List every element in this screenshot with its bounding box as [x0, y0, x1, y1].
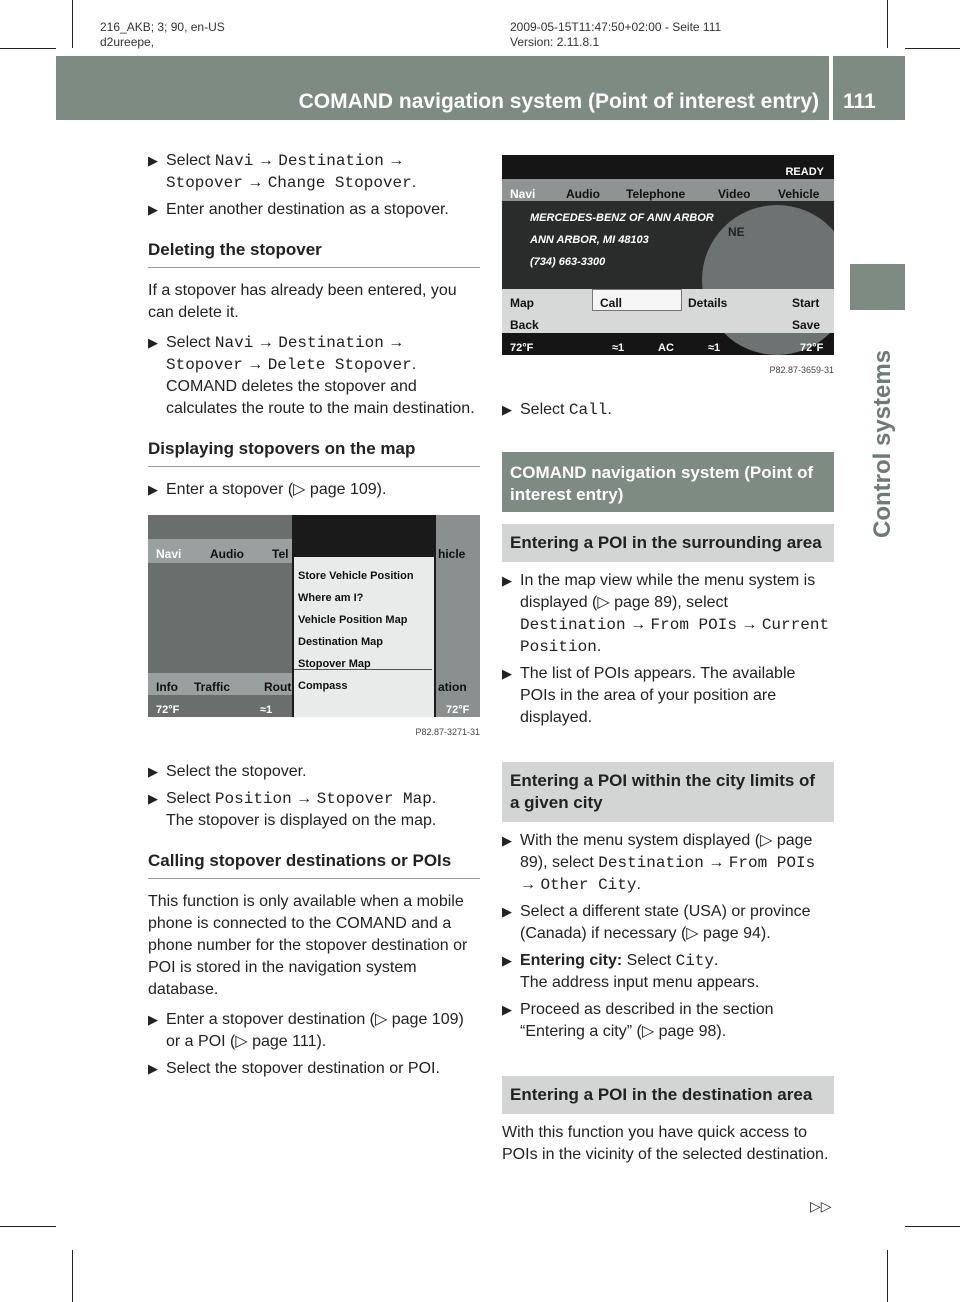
- climate-fan: ≈1: [708, 342, 721, 354]
- climate-temp: 72°F: [510, 342, 534, 354]
- dropdown-menu: [294, 557, 434, 717]
- meta-line: Version: 2.11.8.1: [510, 35, 600, 49]
- dropdown-item: Stopover Map: [298, 658, 371, 670]
- subsection-bar: Entering a POI in the surrounding area: [502, 524, 834, 562]
- dropdown-item: Destination Map: [298, 636, 383, 648]
- step-arrow-icon: ▶: [502, 953, 512, 968]
- climate-ac: AC: [658, 342, 674, 354]
- meta-right: [510, 20, 721, 50]
- climate-fan: ≈1: [612, 342, 625, 354]
- step: ▶ With the menu system displayed (▷ page 89), select Destination → From POIs → Other City.: [502, 832, 816, 894]
- menu-item: Vehicle: [778, 187, 820, 201]
- step: ▶ Entering city: Select City. The address input menu appears.: [502, 952, 760, 991]
- step: ▶ Enter another destination as a stopover.: [148, 199, 480, 221]
- crop-mark: [72, 0, 73, 48]
- step-arrow-icon: ▶: [148, 1061, 158, 1076]
- step: ▶ Select the stopover.: [148, 761, 480, 783]
- step: ▶ Proceed as described in the section “Entering a city” (▷ page 98).: [502, 1001, 774, 1040]
- step: ▶ Select the stopover destination or POI.: [148, 1058, 480, 1080]
- step: ▶ Enter a stopover destination (▷ page 109) or a POI (▷ page 111).: [148, 1011, 464, 1050]
- step: ▶ Select Position → Stopover Map. The stopover is displayed on the map.: [148, 790, 437, 829]
- side-tab-marker: [850, 264, 905, 310]
- side-tab-label: Control systems: [869, 349, 896, 538]
- paragraph: This function is only available when a mobile phone is connected to the COMAND and a phone number for the stopover destination or POI is stored in the navigation system database.: [148, 893, 468, 998]
- map-button: Map: [510, 296, 534, 310]
- bottom-item: ation: [438, 680, 467, 694]
- menu-item: Tel: [272, 547, 289, 561]
- step-arrow-icon: ▶: [502, 666, 512, 681]
- step-arrow-icon: ▶: [502, 833, 512, 848]
- dropdown-item: Where am I?: [298, 592, 364, 604]
- step-arrow-icon: ▶: [148, 791, 158, 806]
- menu-item: hicle: [438, 547, 466, 561]
- call-button: Call: [600, 296, 623, 310]
- crop-mark: [887, 1250, 888, 1302]
- step: ▶ The list of POIs appears. The available POIs in the area of your position are displayed.: [502, 665, 796, 726]
- step-arrow-icon: ▶: [148, 482, 158, 497]
- bottom-item: Rout: [264, 680, 292, 694]
- subsection-bar: Entering a POI within the city limits of a given city: [502, 762, 834, 822]
- step-arrow-icon: ▶: [148, 153, 158, 168]
- bottom-item: Info: [156, 680, 178, 694]
- step: ▶ Select Navi → Destination → Stopover → Change Stopover.: [148, 152, 417, 192]
- menu-item: Audio: [566, 187, 600, 201]
- crop-mark: [887, 0, 888, 48]
- image-credit: P82.87-3271-31: [415, 727, 480, 737]
- compass-direction: NE: [728, 225, 745, 239]
- right-column: [502, 155, 834, 1174]
- screen-display: [148, 515, 480, 717]
- step-arrow-icon: ▶: [148, 764, 158, 779]
- meta-left: [100, 20, 225, 50]
- details-button: Details: [688, 296, 728, 310]
- section-heading: Deleting the stopover: [148, 239, 480, 268]
- back-button: Back: [510, 318, 539, 332]
- step-arrow-icon: ▶: [148, 335, 158, 350]
- page-number: 111: [843, 90, 876, 113]
- section-heading: Calling stopover destinations or POIs: [148, 850, 480, 879]
- image-credit: P82.87-3659-31: [769, 365, 834, 375]
- meta-line: 216_AKB; 3; 90, en-US: [100, 20, 225, 34]
- menu-item: Telephone: [626, 187, 686, 201]
- screenshot-poi-call: [502, 155, 834, 381]
- section-title-bar: COMAND navigation system (Point of interest entry): [502, 452, 834, 512]
- step-arrow-icon: ▶: [502, 904, 512, 919]
- menu-item: Navi: [156, 547, 182, 561]
- step: ▶ Select Call.: [502, 401, 612, 419]
- side-tab: [869, 318, 895, 538]
- paragraph: With this function you have quick access to POIs in the vicinity of the selected destination.: [502, 1124, 829, 1163]
- left-column: [148, 150, 480, 1085]
- section-heading: Displaying stopovers on the map: [148, 438, 480, 467]
- climate-temp: 72°F: [446, 704, 470, 716]
- subsection-bar: Entering a POI in the destination area: [502, 1076, 834, 1114]
- dropdown-item: Compass: [298, 680, 348, 692]
- step-arrow-icon: ▶: [148, 202, 158, 217]
- climate-temp: 72°F: [156, 704, 180, 716]
- climate-temp: 72°F: [800, 342, 824, 354]
- menu-item: Navi: [510, 187, 536, 201]
- crop-mark: [72, 1250, 73, 1302]
- poi-name: MERCEDES-BENZ OF ANN ARBOR: [530, 212, 714, 224]
- screen-display: [502, 155, 834, 355]
- step: ▶ In the map view while the menu system is displayed (▷ page 89), select Destination → From POIs → Current Position.: [502, 572, 830, 656]
- crop-mark: [0, 48, 56, 49]
- poi-address: ANN ARBOR, MI 48103: [530, 234, 649, 246]
- dropdown-item-selected: [294, 651, 432, 670]
- crop-mark: [905, 48, 960, 49]
- step-arrow-icon: ▶: [502, 402, 512, 417]
- step-arrow-icon: ▶: [502, 573, 512, 588]
- dropdown-item: Store Vehicle Position: [298, 570, 414, 582]
- page-number-box: [833, 56, 905, 120]
- continue-icon: ▷▷: [810, 1198, 832, 1214]
- crop-mark: [905, 1226, 960, 1227]
- menu-item: Audio: [210, 547, 244, 561]
- meta-line: 2009-05-15T11:47:50+02:00 - Seite 111: [510, 20, 722, 34]
- step: ▶ Select a different state (USA) or province (Canada) if necessary (▷ page 94).: [502, 903, 811, 942]
- start-button: Start: [792, 296, 820, 310]
- dropdown-item: Vehicle Position Map: [298, 614, 408, 626]
- step-arrow-icon: ▶: [148, 1012, 158, 1027]
- step: ▶ Enter a stopover (▷ page 109).: [148, 479, 480, 501]
- save-button: Save: [792, 318, 821, 332]
- crop-mark: [0, 1226, 56, 1227]
- poi-phone: (734) 663-3300: [530, 256, 606, 268]
- page-title: COMAND navigation system (Point of interest entry): [298, 90, 819, 113]
- step: ▶ Select Navi → Destination → Stopover → Delete Stopover. COMAND deletes the stopover and calculates the route to the main destination.: [148, 334, 475, 417]
- menu-item: Video: [718, 187, 751, 201]
- step-arrow-icon: ▶: [502, 1002, 512, 1017]
- status-ready: READY: [785, 166, 824, 178]
- paragraph: If a stopover has already been entered, you can delete it.: [148, 282, 457, 321]
- screenshot-stopover-menu: [148, 515, 480, 743]
- header-bar: [56, 56, 829, 120]
- climate-fan: ≈1: [260, 704, 273, 716]
- bottom-item: Traffic: [194, 680, 231, 694]
- meta-line: d2ureepe,: [100, 35, 155, 49]
